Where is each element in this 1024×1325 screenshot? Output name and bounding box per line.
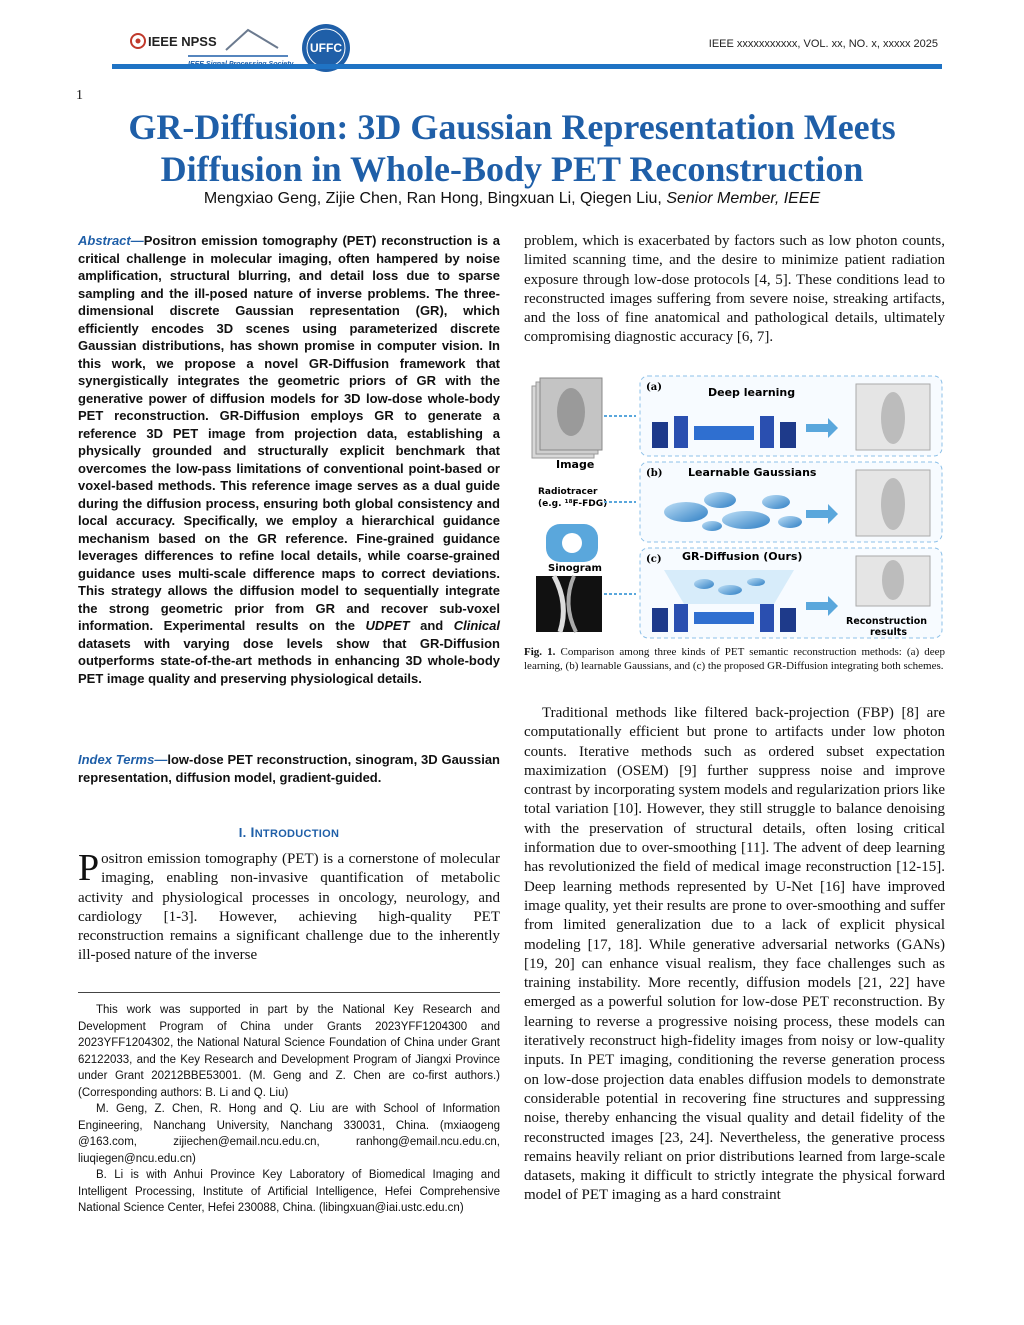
abstract-text-b: and	[409, 618, 454, 633]
index-terms-label: Index Terms—	[78, 752, 168, 767]
body-paragraph-1: problem, which is exacerbated by factors such as low photon counts, limited scanning time, and the desire to minimize patient radiation exposure through low-dose protocols [4, 5]. These conditions lead to reconstructed images suffering from severe noise, streaking artifacts, and the loss of fine anatomical and pathological details, ultimately compromising diagnostic accuracy [6, 7].	[524, 233, 945, 346]
header-logos	[128, 20, 358, 80]
authors-names: Mengxiao Geng, Zijie Chen, Ran Hong, Bingxuan Li, Qiegen Liu,	[203, 190, 662, 207]
scanner-icon	[546, 524, 598, 562]
author-list	[90, 190, 934, 208]
section-title-rest: NTRODUCTION	[254, 828, 340, 840]
drop-cap: P	[78, 847, 100, 889]
row-c-title: GR-Diffusion (Ours)	[682, 550, 803, 563]
journal-info: IEEE xxxxxxxxxxx, VOL. xx, NO. x, xxxxx 2025	[708, 38, 938, 50]
index-terms	[78, 751, 500, 786]
abstract-dataset-1: UDPET	[365, 618, 410, 633]
connector-lines	[604, 416, 636, 594]
caption-text: Comparison among three kinds of PET semantic reconstruction methods: (a) deep learning, (b) learnable Gaussians, and (c) the proposed GR-Diffusion integrating both schemes.	[524, 646, 945, 672]
image-label: Image	[556, 458, 595, 471]
body-paragraph-2: Traditional methods like filtered back-projection (FBP) [8] are computationally efficient but prone to artifacts under low photon counts. Iterative methods such as ordered subset expectation maximization (OSEM) [9] further suppress noise and improve contrast by incorporating system models and regularization priors like total variation [10]. However, they still struggle to balance denoising with the preservation of structural details, often losing critical information due to over-smoothing [11]. The advent of deep learning has revolutionized the field of medical image reconstruction [12-15]. Deep learning methods represented by U-Net [16] have improved image quality, yet their results are prone to over-smoothing and suffer from limited generalization due to a lack of explicit physical modeling [17, 18]. While generative adversarial networks (GANs) [19, 20] can enhance visual realism, they face challenges such as training instability. More recently, diffusion models [21, 22] have emerged as a powerful solution for low-dose PET reconstruction. By learning to reverse a progressive noising process, these models can iteratively reconstruct high-fidelity images from noisy or low-quality inputs. In PET imaging, conditioning the reverse generation process on low-dose projection data enables diffusion models to demonstrate considerable potential in recovering fine structures and suppressing noise, thereby enhancing the visual quality and detail fidelity of the reconstructed images [23, 24]. Nevertheless, the generative process remains heavily reliant on prior distributions learned from large-scale datasets, making it difficult to strictly integrate the physical forward model of PET imaging as a hard constraint	[524, 705, 945, 1204]
row-c-letter: (c)	[646, 554, 662, 565]
sinogram-label: Sinogram	[548, 563, 602, 574]
footnote-funding: This work was supported in part by the National Key Research and Development Program of China under Grants 2023YFF1204300 and 2023YFF1204302, the National Natural Science Foundation of China under Grant 62122033, and the Key Research and Development Program of Jiangxi Province under Grant 20212BBE53001. (M. Geng and Z. Chen are co-first authors.) (Corresponding authors: B. Li and Q. Liu)	[78, 1004, 500, 1099]
row-a-title: Deep learning	[708, 386, 796, 399]
ieee-npss-logo	[131, 34, 217, 49]
title-line-1: GR-Diffusion: 3D Gaussian Representation Meets	[128, 107, 896, 147]
ieee-npss-logo-text: IEEE NPSS	[148, 34, 217, 49]
recon-body-c	[856, 556, 930, 606]
paper-title	[90, 106, 934, 190]
figure-caption	[524, 645, 945, 673]
abstract-text-c: datasets with varying dose levels show that GR-Diffusion outperforms state-of-the-art methods in enhancing 3D whole-body PET image quality and preserving physiological details.	[78, 635, 500, 686]
footnote-affiliation-2: B. Li is with Anhui Province Key Laboratory of Biomedical Imaging and Intelligent Processing, Institute of Artificial Intelligence, Hefei Comprehensive National Science Center, Hefei 230088, China. (libingxuan@iai.ustc.edu.cn)	[78, 1169, 500, 1214]
intro-paragraph	[78, 847, 500, 966]
intro-text: ositron emission tomography (PET) is a cornerstone of molecular imaging, enabling non-invasive quantification of metabolic activity and physiological processes in oncology, neurology, and cardiology [1-3]. However, achieving high-quality PET reconstruction remains a significant challenge due to the inherently ill-posed nature of the inverse	[78, 851, 500, 964]
input-image-stack	[532, 378, 602, 458]
title-line-2: Diffusion in Whole-Body PET Reconstruction	[160, 149, 864, 189]
abstract-dataset-2: Clinical	[453, 618, 500, 633]
footnote-rule	[78, 992, 500, 993]
footnote-affiliation-1: M. Geng, Z. Chen, R. Hong and Q. Liu are with School of Information Engineering, Nanchang University, Nanchang 330031, China. (mxiaogeng @163.com, zijiechen@email.ncu.edu.cn, ranhong@email.ncu.edu.cn, liuqiegen@ncu.edu.cn)	[78, 1103, 500, 1165]
row-a-letter: (a)	[646, 382, 662, 393]
abstract	[78, 232, 500, 687]
section-number: I.	[238, 825, 247, 840]
figure-1	[524, 372, 945, 642]
sinogram-image	[536, 576, 602, 632]
radiotracer-label: Radiotracer	[538, 487, 598, 497]
recon-label: Reconstruction	[846, 616, 928, 627]
row-b-letter: (b)	[646, 468, 663, 479]
footnotes	[78, 1002, 500, 1217]
uffc-logo-text: UFFC	[310, 41, 342, 55]
authors-suffix: Senior Member, IEEE	[666, 190, 821, 207]
row-b-title: Learnable Gaussians	[688, 466, 817, 479]
header-rule	[112, 64, 942, 69]
page-number: 1	[76, 88, 83, 103]
recon-body-a	[856, 384, 930, 450]
recon-label-2: results	[870, 627, 907, 638]
radiotracer-example: (e.g. ¹⁸F-FDG)	[538, 499, 608, 509]
index-terms-text: low-dose PET reconstruction, sinogram, 3D Gaussian representation, diffusion model, gradient-guided.	[78, 752, 500, 785]
section-heading	[78, 824, 500, 840]
recon-body-b	[856, 470, 930, 536]
abstract-text-a: Positron emission tomography (PET) reconstruction is a critical challenge in molecular imaging, often hampered by noise amplification, structural blurring, and detail loss due to sparse sampling and the ill-posed nature of inverse problems. The three-dimensional discrete Gaussian representation (GR), which efficiently encodes 3D scenes using parameterized discrete Gaussian distributions, has shown promise in computer vision. In this work, we propose a novel GR-Diffusion framework that synergistically integrates the geometric priors of GR with the generative power of diffusion models for 3D low-dose whole-body PET reconstruction. GR-Diffusion employs GR to generate a reference 3D PET image from projection data, establishing a physically grounded and structurally explicit benchmark that overcomes the low-pass limitations of conventional point-based or voxel-based methods. This reference image serves as a dual guide during the diffusion process, ensuring both global consistency and local accuracy. Specifically, we employ a hierarchical guidance mechanism based on the GR reference. Fine-grained guidance leverages differences to refine local details, while coarse-grained guidance uses multi-scale difference maps to correct deviations. This strategy allows the diffusion model to sequentially integrate the strong geometric prior from GR and recover sub-voxel information. Experimental results on the	[78, 233, 500, 633]
section-title-first: I	[250, 824, 255, 840]
caption-label: Fig. 1.	[524, 646, 556, 658]
abstract-label: Abstract—	[78, 233, 144, 248]
